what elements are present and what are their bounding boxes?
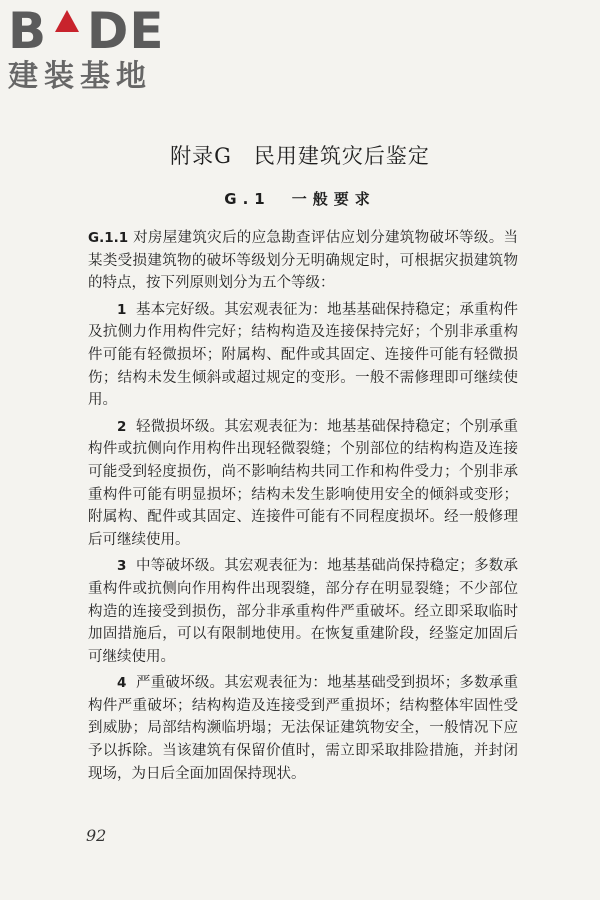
clause-text: 对房屋建筑灾后的应急勘查评估应划分建筑物破坏等级。当某类受损建筑物的破坏等级划分无明确规定时，可根据灾损建筑物的特点，按下列原则划分为五个等级： <box>88 230 519 292</box>
logo-wordmark: B DE <box>8 2 165 60</box>
item-number: 3 <box>117 558 127 575</box>
item-text: 基本完好级。其宏观表征为：地基基础保持稳定；承重构件及抗侧力作用构件完好；结构构造及连接保持完好；个别非承重构件可能有轻微损坏；附属构、配件或其固定、连接件可能有轻微损伤；结构未发生倾斜或超过规定的变形。一般不需修理即可继续使用。 <box>88 301 519 409</box>
list-item <box>88 416 518 552</box>
list-item <box>88 555 518 668</box>
item-number: 2 <box>117 418 127 435</box>
page-number: 92 <box>86 826 107 845</box>
list-item <box>88 299 518 412</box>
section-title: G.1 一般要求 <box>224 190 376 208</box>
list-item <box>88 672 518 785</box>
brand-logo <box>8 4 183 94</box>
item-text: 严重破坏级。其宏观表征为：地基基础受到损坏；多数承重构件严重破坏；结构构造及连接受到严重损坏；结构整体牢固性受到威胁；局部结构濒临坍塌；无法保证建筑物安全，一般情况下应予以拆除。当该建筑有保留价值时，需立即采取排险措施，并封闭现场，为日后全面加固保持现状。 <box>88 675 519 782</box>
logo-subtitle: 建装基地 <box>8 59 152 94</box>
clause-number: G.1.1 <box>88 230 129 246</box>
appendix-title: 附录G 民用建筑灾后鉴定 <box>170 144 430 168</box>
item-text: 中等破坏级。其宏观表征为：地基基础尚保持稳定；多数承重构件或抗侧向作用构件出现裂缝，部分存在明显裂缝；不少部位构造的连接受到损伤，部分非承重构件严重破坏。经立即采取临时加固措施后，可以有限制地使用。在恢复重建阶段，经鉴定加固后可继续使用。 <box>88 558 519 665</box>
logo-red-triangle-icon <box>47 4 87 58</box>
clause-paragraph <box>88 227 518 295</box>
document-body <box>88 227 518 789</box>
item-number: 4 <box>117 675 127 692</box>
item-text: 轻微损坏级。其宏观表征为：地基基础保持稳定；个别承重构件或抗侧向作用构件出现轻微裂缝；个别部位的结构构造及连接可能受到轻度损伤，尚不影响结构共同工作和构件受力；个别非承重构件可能有明显损坏；结构未发生影响使用安全的倾斜或变形；附属构、配件或其固定、连接件可能有不同程度损坏。经一般修理后可继续使用。 <box>88 418 519 548</box>
item-number: 1 <box>117 301 127 318</box>
